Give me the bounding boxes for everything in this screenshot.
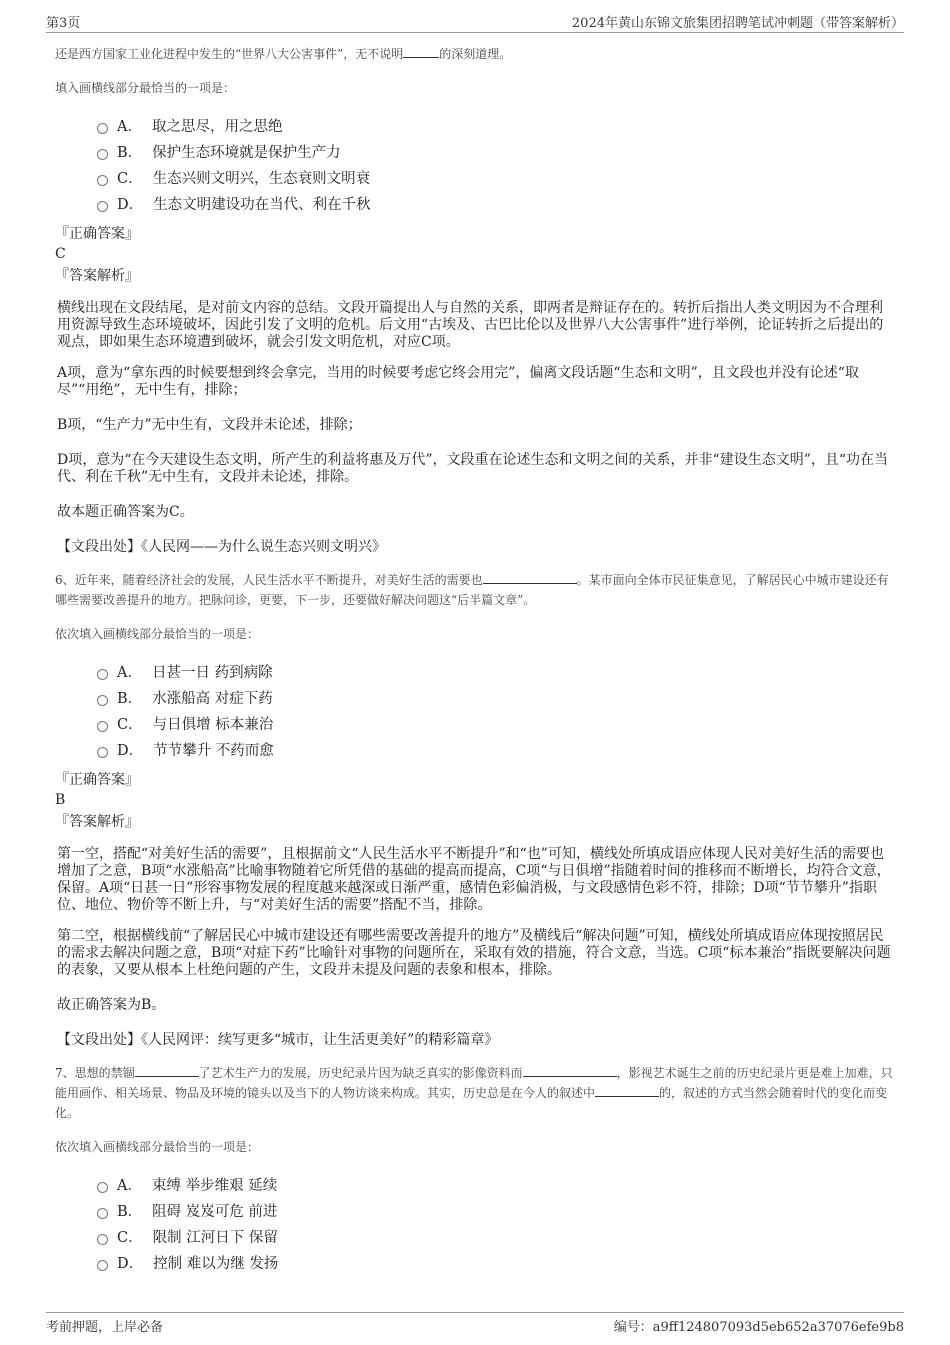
radio-icon[interactable] [97,1208,108,1219]
fill-blank [483,571,577,584]
question-text: 7、思想的禁锢 了艺术生产力的发展，历史纪录片因为缺乏真实的影像资料而 ，影视艺术诞生之前的历史纪录片更是难上加难，只能用画作、相关场景、物品及环境的镜头以及当下的人物访谈来构成。其实，历史总是在今人的叙述中 的，叙述的方式当然会随着时代的变化而变化。 [55,1066,893,1120]
question-7 [55,1063,895,1277]
options-list [97,1173,895,1277]
page-header [46,10,904,33]
answer-label: 『正确答案』 [55,226,139,242]
answer-value: C [55,246,66,262]
question-text: 6、近年来，随着经济社会的发展，人民生活水平不断提升，对美好生活的需要也 。某市面向全体市民征集意见，了解居民心中城市建设还有哪些需要改善提升的地方。把脉问诊，更要，下一步，还要做好解决问题这“后半篇文章”。 [55,573,889,607]
question-prompt: 依次填入画横线部分最恰当的一项是： [55,627,260,641]
analysis-paragraph: 第一空，搭配“对美好生活的需要”，且根据前文“人民生活水平不断提升”和“也”可知，横线处所填成语应体现人民对美好生活的需要也增加了之意，B项“水涨船高”比喻事物随着它所凭借的基础的提高而提高，C项“与日俱增”指随着时间的推移而不断增长，均符合文意，保留。A项“日甚一日”形容事物发展的程度越来越深或日渐严重，感情色彩偏消极，与文段感情色彩不符，排除；D项“节节攀升”指职位、地位、物价等不断上升，与“对美好生活的需要”搭配不当，排除。 [57,846,891,913]
radio-icon[interactable] [97,175,108,186]
fill-blank [403,45,439,58]
question-prompt: 依次填入画横线部分最恰当的一项是： [55,1140,260,1154]
option-b[interactable]: B． 水涨船高 对症下药 [97,686,895,712]
source-citation: 【文段出处】《人民网评：续写更多“城市，让生活更美好”的精彩篇章》 [57,1032,499,1048]
radio-icon[interactable] [97,1182,108,1193]
fill-blank [523,1064,617,1077]
options-list [97,660,895,764]
analysis-label: 『答案解析』 [55,268,139,284]
fill-blank [595,1084,659,1097]
radio-icon[interactable] [97,1260,108,1271]
answer-label: 『正确答案』 [55,772,139,788]
radio-icon[interactable] [97,669,108,680]
radio-icon[interactable] [97,1234,108,1245]
option-b[interactable]: B． 保护生态环境就是保护生产力 [97,140,895,166]
option-d[interactable]: D． 生态文明建设功在当代、利在千秋 [97,192,895,218]
option-c[interactable]: C． 与日俱增 标本兼治 [97,712,895,738]
analysis-paragraph: 横线出现在文段结尾，是对前文内容的总结。文段开篇提出人与自然的关系，即两者是辩证存在的。转折后指出人类文明因为不合理利用资源导致生态环境破坏，因此引发了文明的危机。后文用“古埃及、古巴比伦以及世界八大公害事件”进行举例，论证转折之后提出的观点，即如果生态环境遭到破坏，就会引发文明危机，对应C项。 [57,300,884,350]
option-a[interactable]: A． 日甚一日 药到病除 [97,660,895,686]
analysis-paragraph: D项，意为“在今天建设生态文明，所产生的利益将惠及万代”，文段重在论述生态和文明之间的关系，并非“建设生态文明”，且“功在当代、利在千秋”无中生有，文段并未论述，排除。 [57,452,889,485]
option-d[interactable]: D． 节节攀升 不药而愈 [97,738,895,764]
radio-icon[interactable] [97,123,108,134]
document-body [55,44,895,1277]
analysis-conclusion: 故本题正确答案为C。 [57,504,194,520]
option-c[interactable]: C． 限制 江河日下 保留 [97,1225,895,1251]
question-prompt: 填入画横线部分最恰当的一项是： [55,81,236,95]
analysis-paragraph: B项，“生产力”无中生有，文段并未论述，排除； [57,417,362,433]
radio-icon[interactable] [97,721,108,732]
radio-icon[interactable] [97,149,108,160]
analysis-paragraph: A项，意为“拿东西的时候要想到终会拿完，当用的时候要考虑它终会用完”，偏离文段话题“生态和文明”，且文段也并没有论述“取尽”“用绝”，无中生有，排除； [57,365,859,398]
document-title: 2024年黄山东锦文旅集团招聘笔试冲刺题（带答案解析） [571,16,904,31]
fill-blank [135,1064,199,1077]
question-text: 还是西方国家工业化进程中发生的“世界八大公害事件”，无不说明 的深刻道理。 [55,47,512,61]
analysis-conclusion: 故正确答案为B。 [57,997,166,1013]
option-d[interactable]: D． 控制 难以为继 发扬 [97,1251,895,1277]
question-6 [55,570,895,1049]
analysis-label: 『答案解析』 [55,814,139,830]
page-number: 第3页 [46,16,81,31]
option-a[interactable]: A． 束缚 举步维艰 延续 [97,1173,895,1199]
radio-icon[interactable] [97,747,108,758]
radio-icon[interactable] [97,695,108,706]
analysis-paragraph: 第二空，根据横线前“了解居民心中城市建设还有哪些需要改善提升的地方”及横线后“解决问题”可知，横线处所填成语应体现按照居民的需求去解决问题之意，B项“对症下药”比喻针对事物的问题所在，采取有效的措施，符合文意，当选。C项“标本兼治”指既要解决问题的表象，又要从根本上杜绝问题的产生，文段并未提及问题的表象和根本，排除。 [57,928,891,978]
option-c[interactable]: C． 生态兴则文明兴，生态衰则文明衰 [97,166,895,192]
page-footer [46,1312,904,1335]
answer-value: B [55,792,66,808]
question-5 [55,44,895,556]
option-a[interactable]: A． 取之思尽，用之思绝 [97,114,895,140]
footer-slogan: 考前押题，上岸必备 [46,1320,164,1335]
document-id: 编号：a9ff124807093d5eb652a37076efe9b8 [613,1320,904,1335]
option-b[interactable]: B． 阻碍 岌岌可危 前进 [97,1199,895,1225]
radio-icon[interactable] [97,201,108,212]
source-citation: 【文段出处】《人民网——为什么说生态兴则文明兴》 [57,539,386,555]
options-list [97,114,895,218]
